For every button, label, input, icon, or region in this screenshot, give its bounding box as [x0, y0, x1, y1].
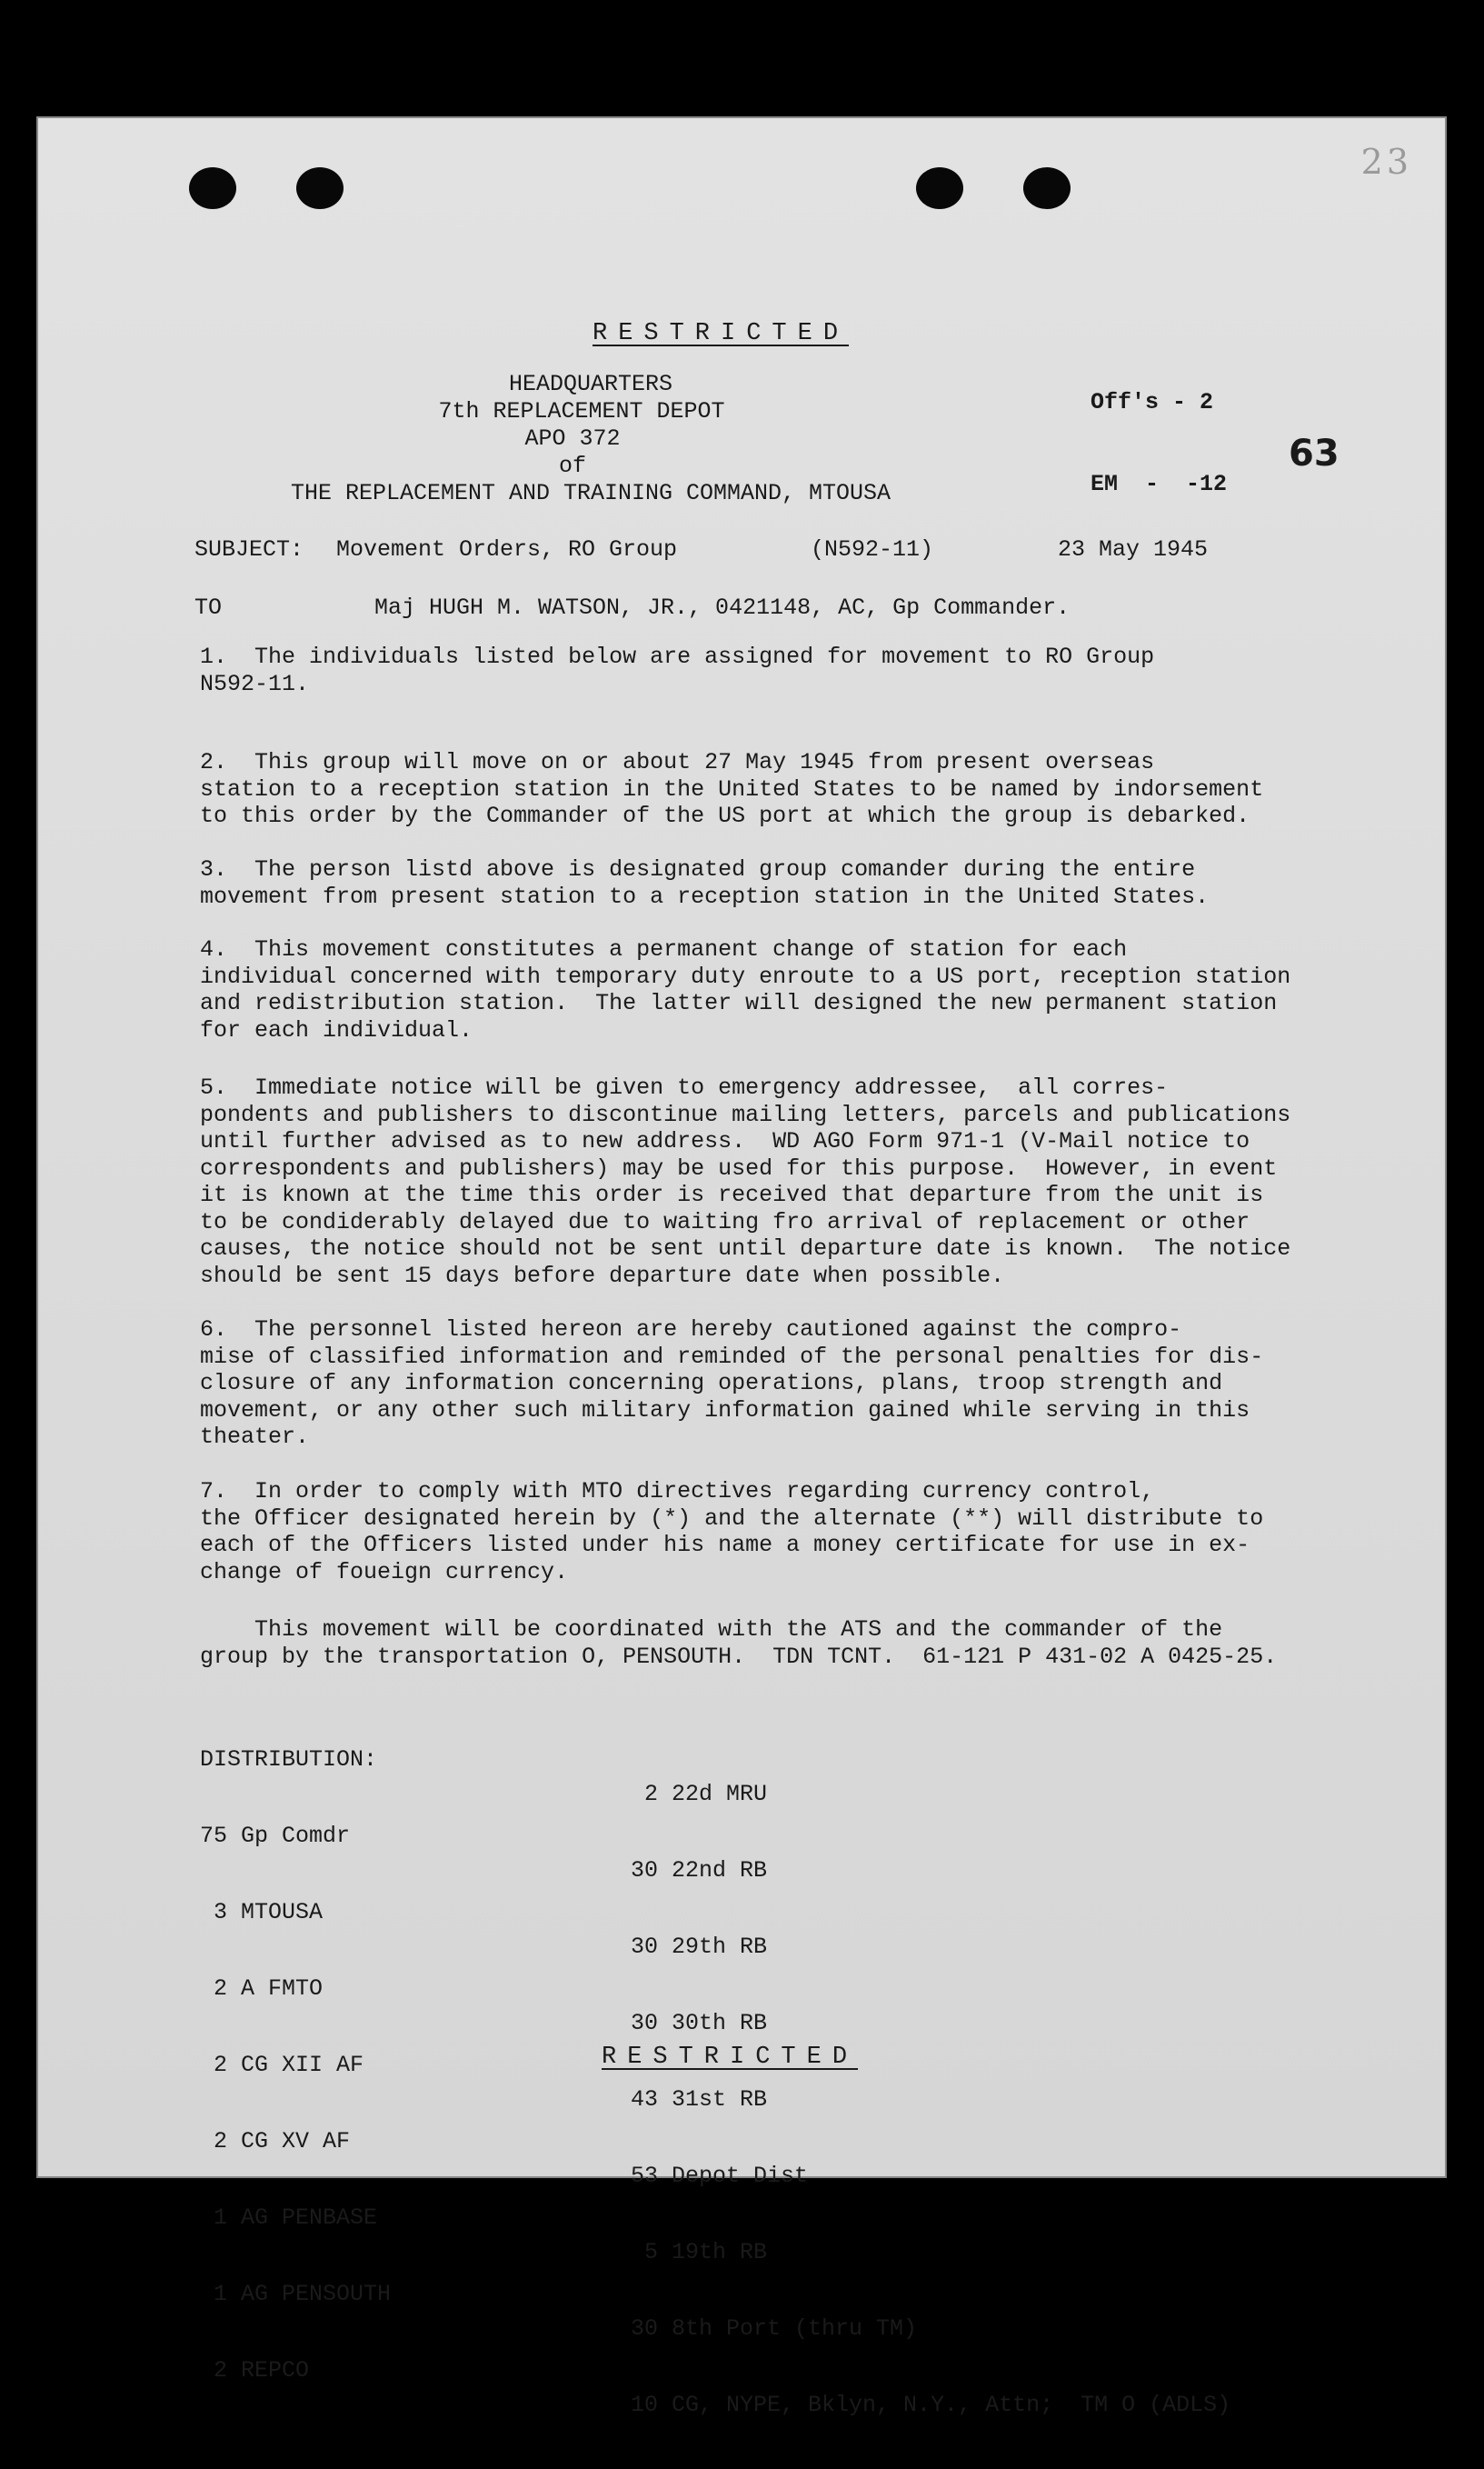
document-page	[36, 116, 1447, 2418]
distribution-entry: 30 29th RB	[631, 1934, 768, 1960]
punch-hole	[1023, 167, 1071, 209]
distribution-entry: 1 AG PENBASE	[200, 2204, 378, 2231]
paragraph-7: 7. In order to comply with MTO directives regarding currency control, the Officer designated herein by (*) and the alternate (**) will distribute to each of the Officers listed under his name a money certificate for use in ex- change of foueign currency.	[200, 1478, 1264, 1585]
distribution-entry: 2 22d MRU	[631, 1781, 768, 1807]
restricted-heading-bottom: RESTRICTED	[602, 2044, 859, 2071]
distribution-entry: 2 A FMTO	[200, 1975, 324, 2002]
subject-code: (N592-11)	[811, 536, 934, 563]
hq-line: 7th REPLACEMENT DEPOT	[438, 398, 725, 425]
subject-date: 23 May 1945	[1058, 536, 1209, 563]
hq-line: APO 372	[524, 425, 621, 452]
corner-handwritten-number: 23	[1360, 142, 1412, 182]
distribution-entry: 75 Gp Comdr	[200, 1823, 351, 1849]
restricted-heading-top: RESTRICTED	[593, 320, 850, 347]
hq-line: of	[558, 453, 586, 479]
enlisted-count: EM - -12	[1091, 471, 1228, 497]
to-label: TO	[194, 595, 223, 621]
paragraph-1: 1. The individuals listed below are assigned for movement to RO Group N592-11.	[200, 644, 1155, 697]
copy-counts	[1091, 335, 1227, 553]
distribution-label: DISTRIBUTION:	[200, 1746, 378, 1773]
paragraph-8: This movement will be coordinated with the ATS and the commander of the group by the transportation O, PENSOUTH. TDN TCNT. 61-121 P 431-02 A 0425-25.	[200, 1616, 1278, 1670]
subject-label: SUBJECT:	[194, 536, 304, 563]
hq-line: THE REPLACEMENT AND TRAINING COMMAND, MTOUSA	[290, 480, 891, 506]
to-text: Maj HUGH M. WATSON, JR., 0421148, AC, Gp Commander.	[374, 595, 1071, 621]
hq-line: HEADQUARTERS	[508, 371, 673, 397]
distribution-entry: 30 30th RB	[631, 2010, 768, 2036]
officers-count: Off's - 2	[1091, 389, 1214, 415]
distribution-left	[200, 1696, 391, 2434]
distribution-entry: 5 19th RB	[631, 2239, 768, 2265]
headquarters-block	[36, 371, 1109, 507]
punch-hole	[296, 167, 344, 209]
subject-text: Movement Orders, RO Group	[336, 536, 678, 563]
distribution-right	[631, 1731, 1230, 2469]
paragraph-6: 6. The personnel listed hereon are hereby cautioned against the compro- mise of classified information and reminded of the personal penalties for dis- closure of any information concerning operations, plans, troop strength and movement, or any other such military information gained while serving in this theater.	[200, 1316, 1264, 1450]
distribution-entry: 30 22nd RB	[631, 1857, 768, 1884]
distribution-entry: 53 Depot Dist	[631, 2163, 809, 2189]
distribution-entry: 2 REPCO	[200, 2357, 310, 2384]
paragraph-5: 5. Immediate notice will be given to emergency addressee, all corres- pondents and publishers to discontinue mailing letters, parcels and publications until further advised as to new address. WD AGO Form 971-1 (V-Mail notice to correspondents and publishers) may be used for this purpose. However, in event it is known at the time this order is received that departure from the unit is to be condiderably delayed due to waiting fro arrival of replacement or other causes, the notice should not be sent until departure date is known. The notice should be sent 15 days before departure date when possible.	[200, 1075, 1291, 1289]
distribution-entry: 2 CG XV AF	[200, 2128, 351, 2154]
distribution-entry: 30 8th Port (thru TM)	[631, 2315, 918, 2342]
distribution-entry: 10 CG, NYPE, Bklyn, N.Y., Attn; TM O (ADLS)	[631, 2392, 1231, 2418]
distribution-entry: 1 AG PENSOUTH	[200, 2281, 392, 2307]
page-number: 63	[1289, 433, 1340, 475]
paragraph-2: 2. This group will move on or about 27 May 1945 from present overseas station to a reception station in the United States to be named by indorsement to this order by the Commander of the US port at which the group is debarked.	[200, 749, 1264, 829]
paragraph-3: 3. The person listd above is designated group comander during the entire movement from present station to a reception station in the United States.	[200, 856, 1210, 910]
paragraph-4: 4. This movement constitutes a permanent change of station for each individual concerned with temporary duty enroute to a US port, reception station and redistribution station. The latter will designed the new permanent station for each individual.	[200, 936, 1291, 1044]
punch-hole	[916, 167, 963, 209]
punch-hole	[189, 167, 236, 209]
distribution-entry: 3 MTOUSA	[200, 1899, 324, 1925]
distribution-entry: 43 31st RB	[631, 2086, 768, 2113]
distribution-entry: 2 CG XII AF	[200, 2052, 364, 2078]
